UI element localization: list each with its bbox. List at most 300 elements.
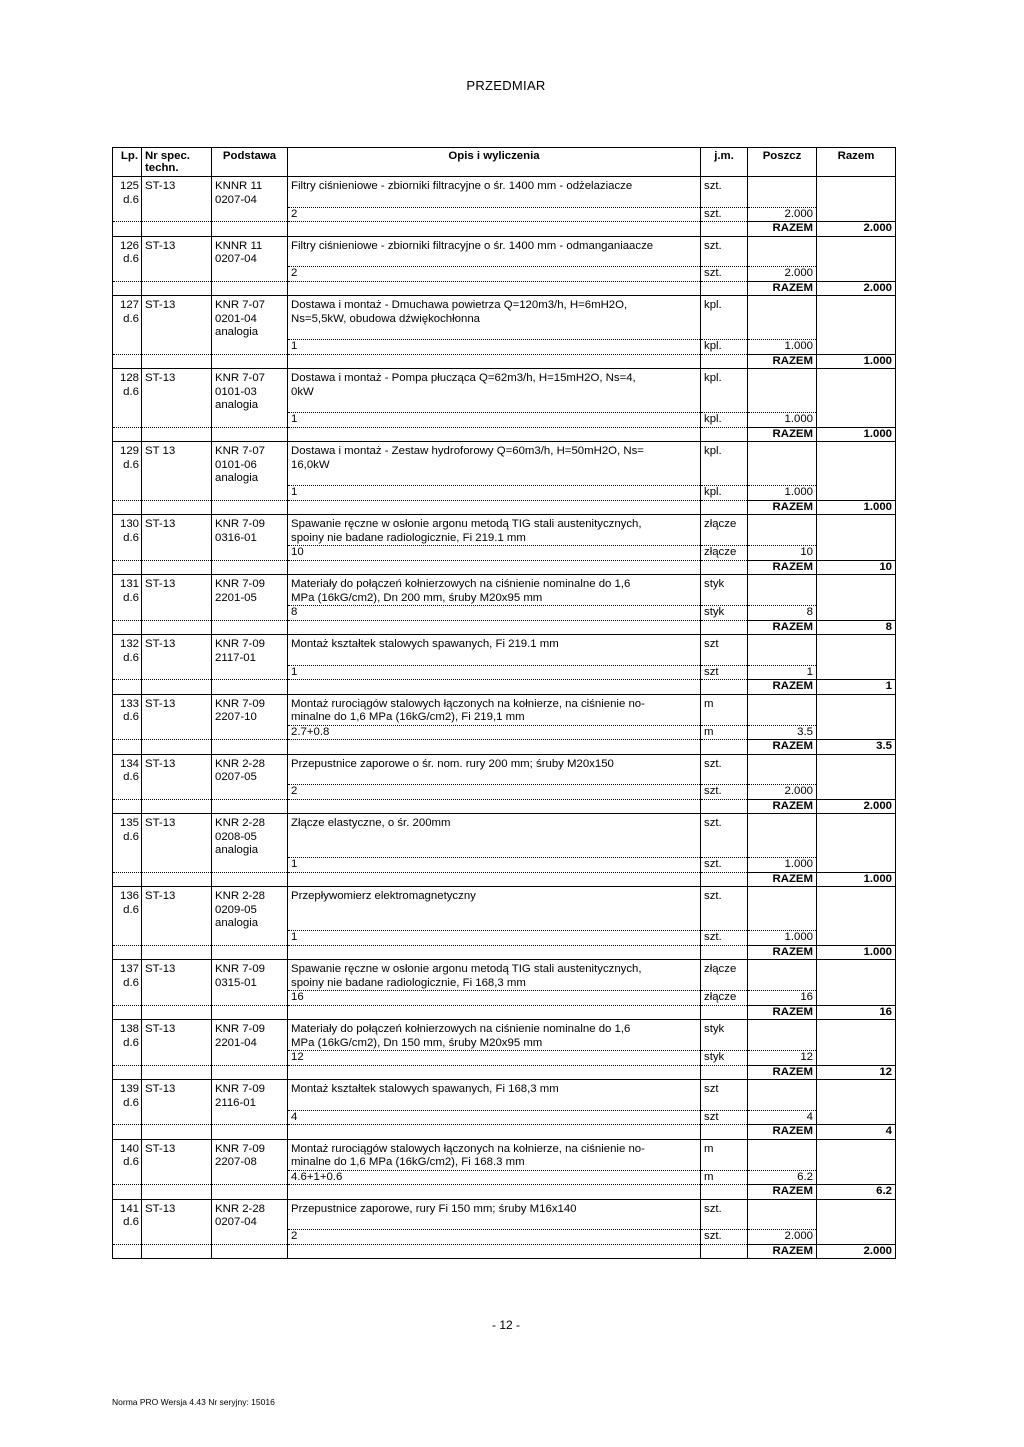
total-lp-blank bbox=[113, 560, 142, 575]
item-base-line: 0201-04 bbox=[215, 312, 257, 325]
calc-total-blank bbox=[817, 858, 896, 873]
item-quantity-blank bbox=[748, 296, 817, 340]
calc-base-blank bbox=[212, 931, 288, 946]
calculation-row bbox=[113, 546, 896, 561]
table-row bbox=[113, 960, 896, 991]
calc-lp-blank bbox=[113, 207, 142, 222]
total-desc-blank bbox=[288, 1244, 701, 1259]
calc-total-blank bbox=[817, 931, 896, 946]
total-row bbox=[113, 872, 896, 887]
item-base bbox=[212, 754, 288, 785]
total-spec-blank bbox=[142, 427, 212, 442]
item-quantity-blank bbox=[748, 635, 817, 666]
total-unit-blank bbox=[701, 500, 748, 515]
item-quantity-blank bbox=[748, 887, 817, 931]
table-row bbox=[113, 515, 896, 546]
item-description-line: Przepływomierz elektromagnetyczny bbox=[291, 890, 476, 902]
item-spec: ST-13 bbox=[142, 1139, 212, 1170]
item-spec-suffix: d.6 bbox=[123, 458, 139, 471]
calc-unit: styk bbox=[701, 606, 748, 621]
item-base-line: KNR 7-07 bbox=[215, 372, 266, 384]
item-base bbox=[212, 1080, 288, 1111]
calc-total-blank bbox=[817, 1110, 896, 1125]
total-lp-blank bbox=[113, 1125, 142, 1140]
item-description-line: minalne do 1,6 MPa (16kG/cm2), Fi 168.3 mm bbox=[291, 1156, 525, 1168]
calc-unit: szt. bbox=[701, 1230, 748, 1245]
calculation-row bbox=[113, 606, 896, 621]
item-unit: szt bbox=[701, 1080, 748, 1111]
total-base-blank bbox=[212, 740, 288, 755]
item-base-line: 0207-04 bbox=[215, 193, 257, 206]
total-unit-blank bbox=[701, 1005, 748, 1020]
item-base-line: KNNR 11 bbox=[215, 180, 263, 192]
total-label: RAZEM bbox=[748, 1185, 817, 1200]
calc-base-blank bbox=[212, 1051, 288, 1066]
item-description-line: Dostawa i montaż - Pompa płucząca Q=62m3/h, H=15mH2O, Ns=4, bbox=[291, 372, 636, 384]
total-spec-blank bbox=[142, 281, 212, 296]
item-description-line: Ns=5,5kW, obudowa dźwiękochłonna bbox=[291, 312, 481, 325]
calculation-row bbox=[113, 725, 896, 740]
item-spec-suffix: d.6 bbox=[123, 830, 139, 843]
item-quantity-blank bbox=[748, 814, 817, 858]
item-total-blank bbox=[817, 1199, 896, 1230]
total-label: RAZEM bbox=[748, 1065, 817, 1080]
total-spec-blank bbox=[142, 1005, 212, 1020]
item-number-value: 126 bbox=[119, 239, 139, 252]
calc-lp-blank bbox=[113, 340, 142, 355]
item-total-blank bbox=[817, 1020, 896, 1051]
calc-quantity: 3.5 bbox=[748, 725, 817, 740]
total-row bbox=[113, 1065, 896, 1080]
item-total-blank bbox=[817, 754, 896, 785]
item-number-value: 125 bbox=[119, 180, 139, 192]
calc-spec-blank bbox=[142, 785, 212, 800]
total-row bbox=[113, 1125, 896, 1140]
item-total-blank bbox=[817, 442, 896, 486]
item-base bbox=[212, 296, 288, 340]
total-unit-blank bbox=[701, 1185, 748, 1200]
item-quantity-blank bbox=[748, 754, 817, 785]
item-number bbox=[113, 694, 142, 725]
total-desc-blank bbox=[288, 427, 701, 442]
item-number-value: 139 bbox=[119, 1083, 139, 1095]
item-number-value: 137 bbox=[119, 963, 139, 975]
total-value: 2.000 bbox=[817, 222, 896, 237]
item-spec: ST-13 bbox=[142, 814, 212, 858]
item-number bbox=[113, 1199, 142, 1230]
total-value: 6.2 bbox=[817, 1185, 896, 1200]
total-lp-blank bbox=[113, 1185, 142, 1200]
item-number-value: 130 bbox=[119, 518, 139, 530]
item-spec: ST-13 bbox=[142, 960, 212, 991]
item-base bbox=[212, 1020, 288, 1051]
item-base-line: 2201-04 bbox=[215, 1036, 257, 1049]
item-base-line: 0316-01 bbox=[215, 531, 257, 544]
total-lp-blank bbox=[113, 740, 142, 755]
calc-base-blank bbox=[212, 1170, 288, 1185]
calc-base-blank bbox=[212, 267, 288, 282]
calc-expression: 1 bbox=[288, 858, 701, 873]
calc-unit: szt. bbox=[701, 858, 748, 873]
item-number bbox=[113, 442, 142, 486]
header-lp: Lp. bbox=[113, 148, 142, 177]
item-number bbox=[113, 814, 142, 858]
item-unit: złącze bbox=[701, 960, 748, 991]
total-row bbox=[113, 740, 896, 755]
calculation-row bbox=[113, 340, 896, 355]
calc-quantity: 12 bbox=[748, 1051, 817, 1066]
item-spec-suffix: d.6 bbox=[123, 976, 139, 989]
total-lp-blank bbox=[113, 427, 142, 442]
total-base-blank bbox=[212, 872, 288, 887]
total-base-blank bbox=[212, 1065, 288, 1080]
total-label: RAZEM bbox=[748, 740, 817, 755]
item-total-blank bbox=[817, 694, 896, 725]
total-row bbox=[113, 1005, 896, 1020]
calc-lp-blank bbox=[113, 725, 142, 740]
calculation-row bbox=[113, 207, 896, 222]
calc-expression: 4.6+1+0.6 bbox=[288, 1170, 701, 1185]
total-label: RAZEM bbox=[748, 560, 817, 575]
calc-spec-blank bbox=[142, 665, 212, 680]
calc-spec-blank bbox=[142, 931, 212, 946]
total-lp-blank bbox=[113, 620, 142, 635]
item-base-line: KNR 7-09 bbox=[215, 1083, 266, 1095]
calc-unit: m bbox=[701, 1170, 748, 1185]
item-base bbox=[212, 635, 288, 666]
item-number bbox=[113, 1020, 142, 1051]
estimate-table-wrapper bbox=[112, 147, 895, 1259]
total-label: RAZEM bbox=[748, 427, 817, 442]
header-description: Opis i wyliczenia bbox=[288, 148, 701, 177]
total-value: 1.000 bbox=[817, 872, 896, 887]
total-desc-blank bbox=[288, 1185, 701, 1200]
item-quantity-blank bbox=[748, 442, 817, 486]
item-base-line: KNR 2-28 bbox=[215, 890, 266, 902]
calc-quantity: 8 bbox=[748, 606, 817, 621]
item-total-blank bbox=[817, 296, 896, 340]
item-base-line: 2201-05 bbox=[215, 591, 257, 604]
item-unit: m bbox=[701, 1139, 748, 1170]
item-description-line: Przepustnice zaporowe, rury Fi 150 mm; śruby M16x140 bbox=[291, 1202, 577, 1215]
item-unit: styk bbox=[701, 1020, 748, 1051]
item-unit: szt. bbox=[701, 177, 748, 208]
calc-quantity: 2.000 bbox=[748, 207, 817, 222]
item-quantity-blank bbox=[748, 694, 817, 725]
item-quantity-blank bbox=[748, 575, 817, 606]
calc-quantity: 16 bbox=[748, 991, 817, 1006]
item-number bbox=[113, 236, 142, 267]
calc-expression: 1 bbox=[288, 486, 701, 501]
calc-total-blank bbox=[817, 340, 896, 355]
calc-unit: szt. bbox=[701, 207, 748, 222]
total-row bbox=[113, 500, 896, 515]
item-spec-suffix: d.6 bbox=[123, 1096, 139, 1109]
total-value: 8 bbox=[817, 620, 896, 635]
item-base-line: KNR 7-09 bbox=[215, 518, 266, 530]
item-quantity-blank bbox=[748, 1080, 817, 1111]
total-value: 16 bbox=[817, 1005, 896, 1020]
item-base-line: 2207-10 bbox=[215, 711, 257, 723]
item-description bbox=[288, 1199, 701, 1230]
total-base-blank bbox=[212, 620, 288, 635]
item-total-blank bbox=[817, 177, 896, 208]
calc-quantity: 4 bbox=[748, 1110, 817, 1125]
total-unit-blank bbox=[701, 740, 748, 755]
total-unit-blank bbox=[701, 427, 748, 442]
total-desc-blank bbox=[288, 680, 701, 695]
calc-quantity: 6.2 bbox=[748, 1170, 817, 1185]
total-lp-blank bbox=[113, 222, 142, 237]
calc-spec-blank bbox=[142, 1051, 212, 1066]
total-label: RAZEM bbox=[748, 799, 817, 814]
item-unit: szt. bbox=[701, 887, 748, 931]
calc-total-blank bbox=[817, 725, 896, 740]
estimate-table bbox=[112, 147, 896, 1259]
calc-spec-blank bbox=[142, 858, 212, 873]
item-spec: ST-13 bbox=[142, 575, 212, 606]
total-value: 2.000 bbox=[817, 799, 896, 814]
item-number bbox=[113, 177, 142, 208]
item-quantity-blank bbox=[748, 1020, 817, 1051]
total-lp-blank bbox=[113, 945, 142, 960]
calc-quantity: 1.000 bbox=[748, 858, 817, 873]
item-quantity-blank bbox=[748, 177, 817, 208]
item-number bbox=[113, 635, 142, 666]
item-base bbox=[212, 960, 288, 991]
item-base-line: analogia bbox=[215, 917, 259, 929]
calc-base-blank bbox=[212, 1110, 288, 1125]
total-spec-blank bbox=[142, 872, 212, 887]
total-label: RAZEM bbox=[748, 354, 817, 369]
item-unit: szt. bbox=[701, 1199, 748, 1230]
page-number: - 12 - bbox=[491, 1318, 520, 1332]
item-number-value: 135 bbox=[119, 817, 139, 829]
calc-spec-blank bbox=[142, 340, 212, 355]
calc-unit: szt. bbox=[701, 785, 748, 800]
total-value: 1.000 bbox=[817, 354, 896, 369]
item-quantity-blank bbox=[748, 236, 817, 267]
item-base-line: 0209-05 bbox=[215, 903, 257, 916]
item-spec-suffix: d.6 bbox=[123, 312, 139, 325]
calc-spec-blank bbox=[142, 413, 212, 428]
item-base-line: 2116-01 bbox=[215, 1096, 256, 1109]
item-spec-suffix: d.6 bbox=[123, 1216, 139, 1228]
total-row bbox=[113, 560, 896, 575]
item-number-value: 128 bbox=[119, 372, 139, 384]
calc-unit: szt. bbox=[701, 267, 748, 282]
item-number bbox=[113, 296, 142, 340]
total-label: RAZEM bbox=[748, 281, 817, 296]
total-spec-blank bbox=[142, 222, 212, 237]
table-row bbox=[113, 236, 896, 267]
calc-lp-blank bbox=[113, 931, 142, 946]
total-unit-blank bbox=[701, 281, 748, 296]
total-value: 1.000 bbox=[817, 500, 896, 515]
item-description bbox=[288, 754, 701, 785]
calc-expression: 2 bbox=[288, 267, 701, 282]
calc-total-blank bbox=[817, 1170, 896, 1185]
calc-spec-blank bbox=[142, 1110, 212, 1125]
item-unit: styk bbox=[701, 575, 748, 606]
calc-spec-blank bbox=[142, 1170, 212, 1185]
calculation-row bbox=[113, 931, 896, 946]
calculation-row bbox=[113, 1230, 896, 1245]
total-desc-blank bbox=[288, 222, 701, 237]
total-spec-blank bbox=[142, 620, 212, 635]
item-number-value: 132 bbox=[119, 638, 139, 650]
calc-quantity: 10 bbox=[748, 546, 817, 561]
item-base-line: KNR 7-09 bbox=[215, 963, 266, 975]
item-spec: ST-13 bbox=[142, 887, 212, 931]
calc-quantity: 2.000 bbox=[748, 267, 817, 282]
calc-unit: kpl. bbox=[701, 340, 748, 355]
total-value: 1.000 bbox=[817, 945, 896, 960]
total-desc-blank bbox=[288, 281, 701, 296]
total-value: 2.000 bbox=[817, 1244, 896, 1259]
item-unit: szt bbox=[701, 635, 748, 666]
total-desc-blank bbox=[288, 620, 701, 635]
calc-lp-blank bbox=[113, 1051, 142, 1066]
item-description-line: Filtry ciśnieniowe - zbiorniki filtracyjne o śr. 1400 mm - odżelaziacze bbox=[291, 180, 633, 192]
total-unit-blank bbox=[701, 799, 748, 814]
calculation-row bbox=[113, 665, 896, 680]
header-quantity: Poszcz bbox=[748, 148, 817, 177]
total-spec-blank bbox=[142, 680, 212, 695]
item-base bbox=[212, 575, 288, 606]
calc-total-blank bbox=[817, 1230, 896, 1245]
calc-base-blank bbox=[212, 340, 288, 355]
total-desc-blank bbox=[288, 1005, 701, 1020]
total-spec-blank bbox=[142, 1185, 212, 1200]
total-base-blank bbox=[212, 427, 288, 442]
table-header-row bbox=[113, 148, 896, 177]
item-number bbox=[113, 369, 142, 413]
total-spec-blank bbox=[142, 500, 212, 515]
item-base-line: KNR 2-28 bbox=[215, 1202, 266, 1215]
total-unit-blank bbox=[701, 1244, 748, 1259]
calculation-row bbox=[113, 1110, 896, 1125]
item-unit: szt. bbox=[701, 814, 748, 858]
item-base-line: KNR 2-28 bbox=[215, 757, 266, 770]
item-quantity-blank bbox=[748, 960, 817, 991]
item-description bbox=[288, 1139, 701, 1170]
calc-base-blank bbox=[212, 546, 288, 561]
header-spec: Nr spec. techn. bbox=[142, 148, 212, 177]
calculation-row bbox=[113, 858, 896, 873]
item-base-line: KNR 7-07 bbox=[215, 445, 266, 457]
table-row bbox=[113, 635, 896, 666]
item-number bbox=[113, 754, 142, 785]
item-description-line: Spawanie ręczne w osłonie argonu metodą TIG stali austenitycznych, bbox=[291, 963, 642, 975]
item-description bbox=[288, 236, 701, 267]
item-spec: ST-13 bbox=[142, 694, 212, 725]
total-base-blank bbox=[212, 1185, 288, 1200]
item-description-line: Przepustnice zaporowe o śr. nom. rury 200 mm; śruby M20x150 bbox=[291, 757, 614, 770]
table-row bbox=[113, 369, 896, 413]
table-row bbox=[113, 442, 896, 486]
calc-expression: 1 bbox=[288, 931, 701, 946]
total-row bbox=[113, 1185, 896, 1200]
item-description-line: Montaż kształtek stalowych spawanych, Fi 168,3 mm bbox=[291, 1083, 559, 1095]
total-base-blank bbox=[212, 281, 288, 296]
calc-expression: 8 bbox=[288, 606, 701, 621]
item-total-blank bbox=[817, 960, 896, 991]
item-base-line: 2117-01 bbox=[215, 651, 256, 664]
calculation-row bbox=[113, 785, 896, 800]
calc-total-blank bbox=[817, 207, 896, 222]
total-row bbox=[113, 1244, 896, 1259]
item-base-line: analogia bbox=[215, 472, 259, 484]
calc-base-blank bbox=[212, 665, 288, 680]
total-lp-blank bbox=[113, 1005, 142, 1020]
item-base-line: 0207-04 bbox=[215, 253, 257, 265]
item-quantity-blank bbox=[748, 369, 817, 413]
total-spec-blank bbox=[142, 740, 212, 755]
table-row bbox=[113, 177, 896, 208]
item-description-line: Filtry ciśnieniowe - zbiorniki filtracyjne o śr. 1400 mm - odmanganiaacze bbox=[291, 239, 654, 252]
calc-total-blank bbox=[817, 785, 896, 800]
item-description bbox=[288, 1020, 701, 1051]
item-description bbox=[288, 296, 701, 340]
calc-total-blank bbox=[817, 413, 896, 428]
table-row bbox=[113, 1080, 896, 1111]
total-unit-blank bbox=[701, 354, 748, 369]
item-base-line: KNNR 11 bbox=[215, 239, 263, 252]
total-spec-blank bbox=[142, 1125, 212, 1140]
item-total-blank bbox=[817, 575, 896, 606]
item-spec: ST-13 bbox=[142, 1199, 212, 1230]
item-base-line: analogia bbox=[215, 326, 259, 338]
item-total-blank bbox=[817, 887, 896, 931]
item-number-value: 133 bbox=[119, 697, 139, 710]
calc-expression: 1 bbox=[288, 340, 701, 355]
item-spec: ST-13 bbox=[142, 635, 212, 666]
item-description bbox=[288, 1080, 701, 1111]
footer-note: Norma PRO Wersja 4.43 Nr seryjny: 15016 bbox=[112, 1397, 275, 1407]
calc-unit: m bbox=[701, 725, 748, 740]
item-unit: m bbox=[701, 694, 748, 725]
table-row bbox=[113, 814, 896, 858]
calculation-row bbox=[113, 486, 896, 501]
total-desc-blank bbox=[288, 1065, 701, 1080]
item-unit: kpl. bbox=[701, 296, 748, 340]
item-spec: ST-13 bbox=[142, 369, 212, 413]
item-description bbox=[288, 635, 701, 666]
calc-unit: szt. bbox=[701, 931, 748, 946]
item-description bbox=[288, 177, 701, 208]
total-unit-blank bbox=[701, 620, 748, 635]
calc-expression: 1 bbox=[288, 665, 701, 680]
total-base-blank bbox=[212, 799, 288, 814]
item-description-line: Dostawa i montaż - Zestaw hydroforowy Q=60m3/h, H=50mH2O, Ns= bbox=[291, 445, 644, 457]
total-base-blank bbox=[212, 1005, 288, 1020]
item-spec-suffix: d.6 bbox=[123, 711, 139, 723]
total-row bbox=[113, 945, 896, 960]
total-base-blank bbox=[212, 222, 288, 237]
total-label: RAZEM bbox=[748, 1125, 817, 1140]
item-base-line: 0101-06 bbox=[215, 458, 257, 471]
item-base bbox=[212, 515, 288, 546]
total-spec-blank bbox=[142, 354, 212, 369]
total-label: RAZEM bbox=[748, 1005, 817, 1020]
item-base bbox=[212, 887, 288, 931]
total-unit-blank bbox=[701, 1125, 748, 1140]
calc-lp-blank bbox=[113, 858, 142, 873]
calculation-row bbox=[113, 267, 896, 282]
item-spec: ST-13 bbox=[142, 515, 212, 546]
total-label: RAZEM bbox=[748, 1244, 817, 1259]
